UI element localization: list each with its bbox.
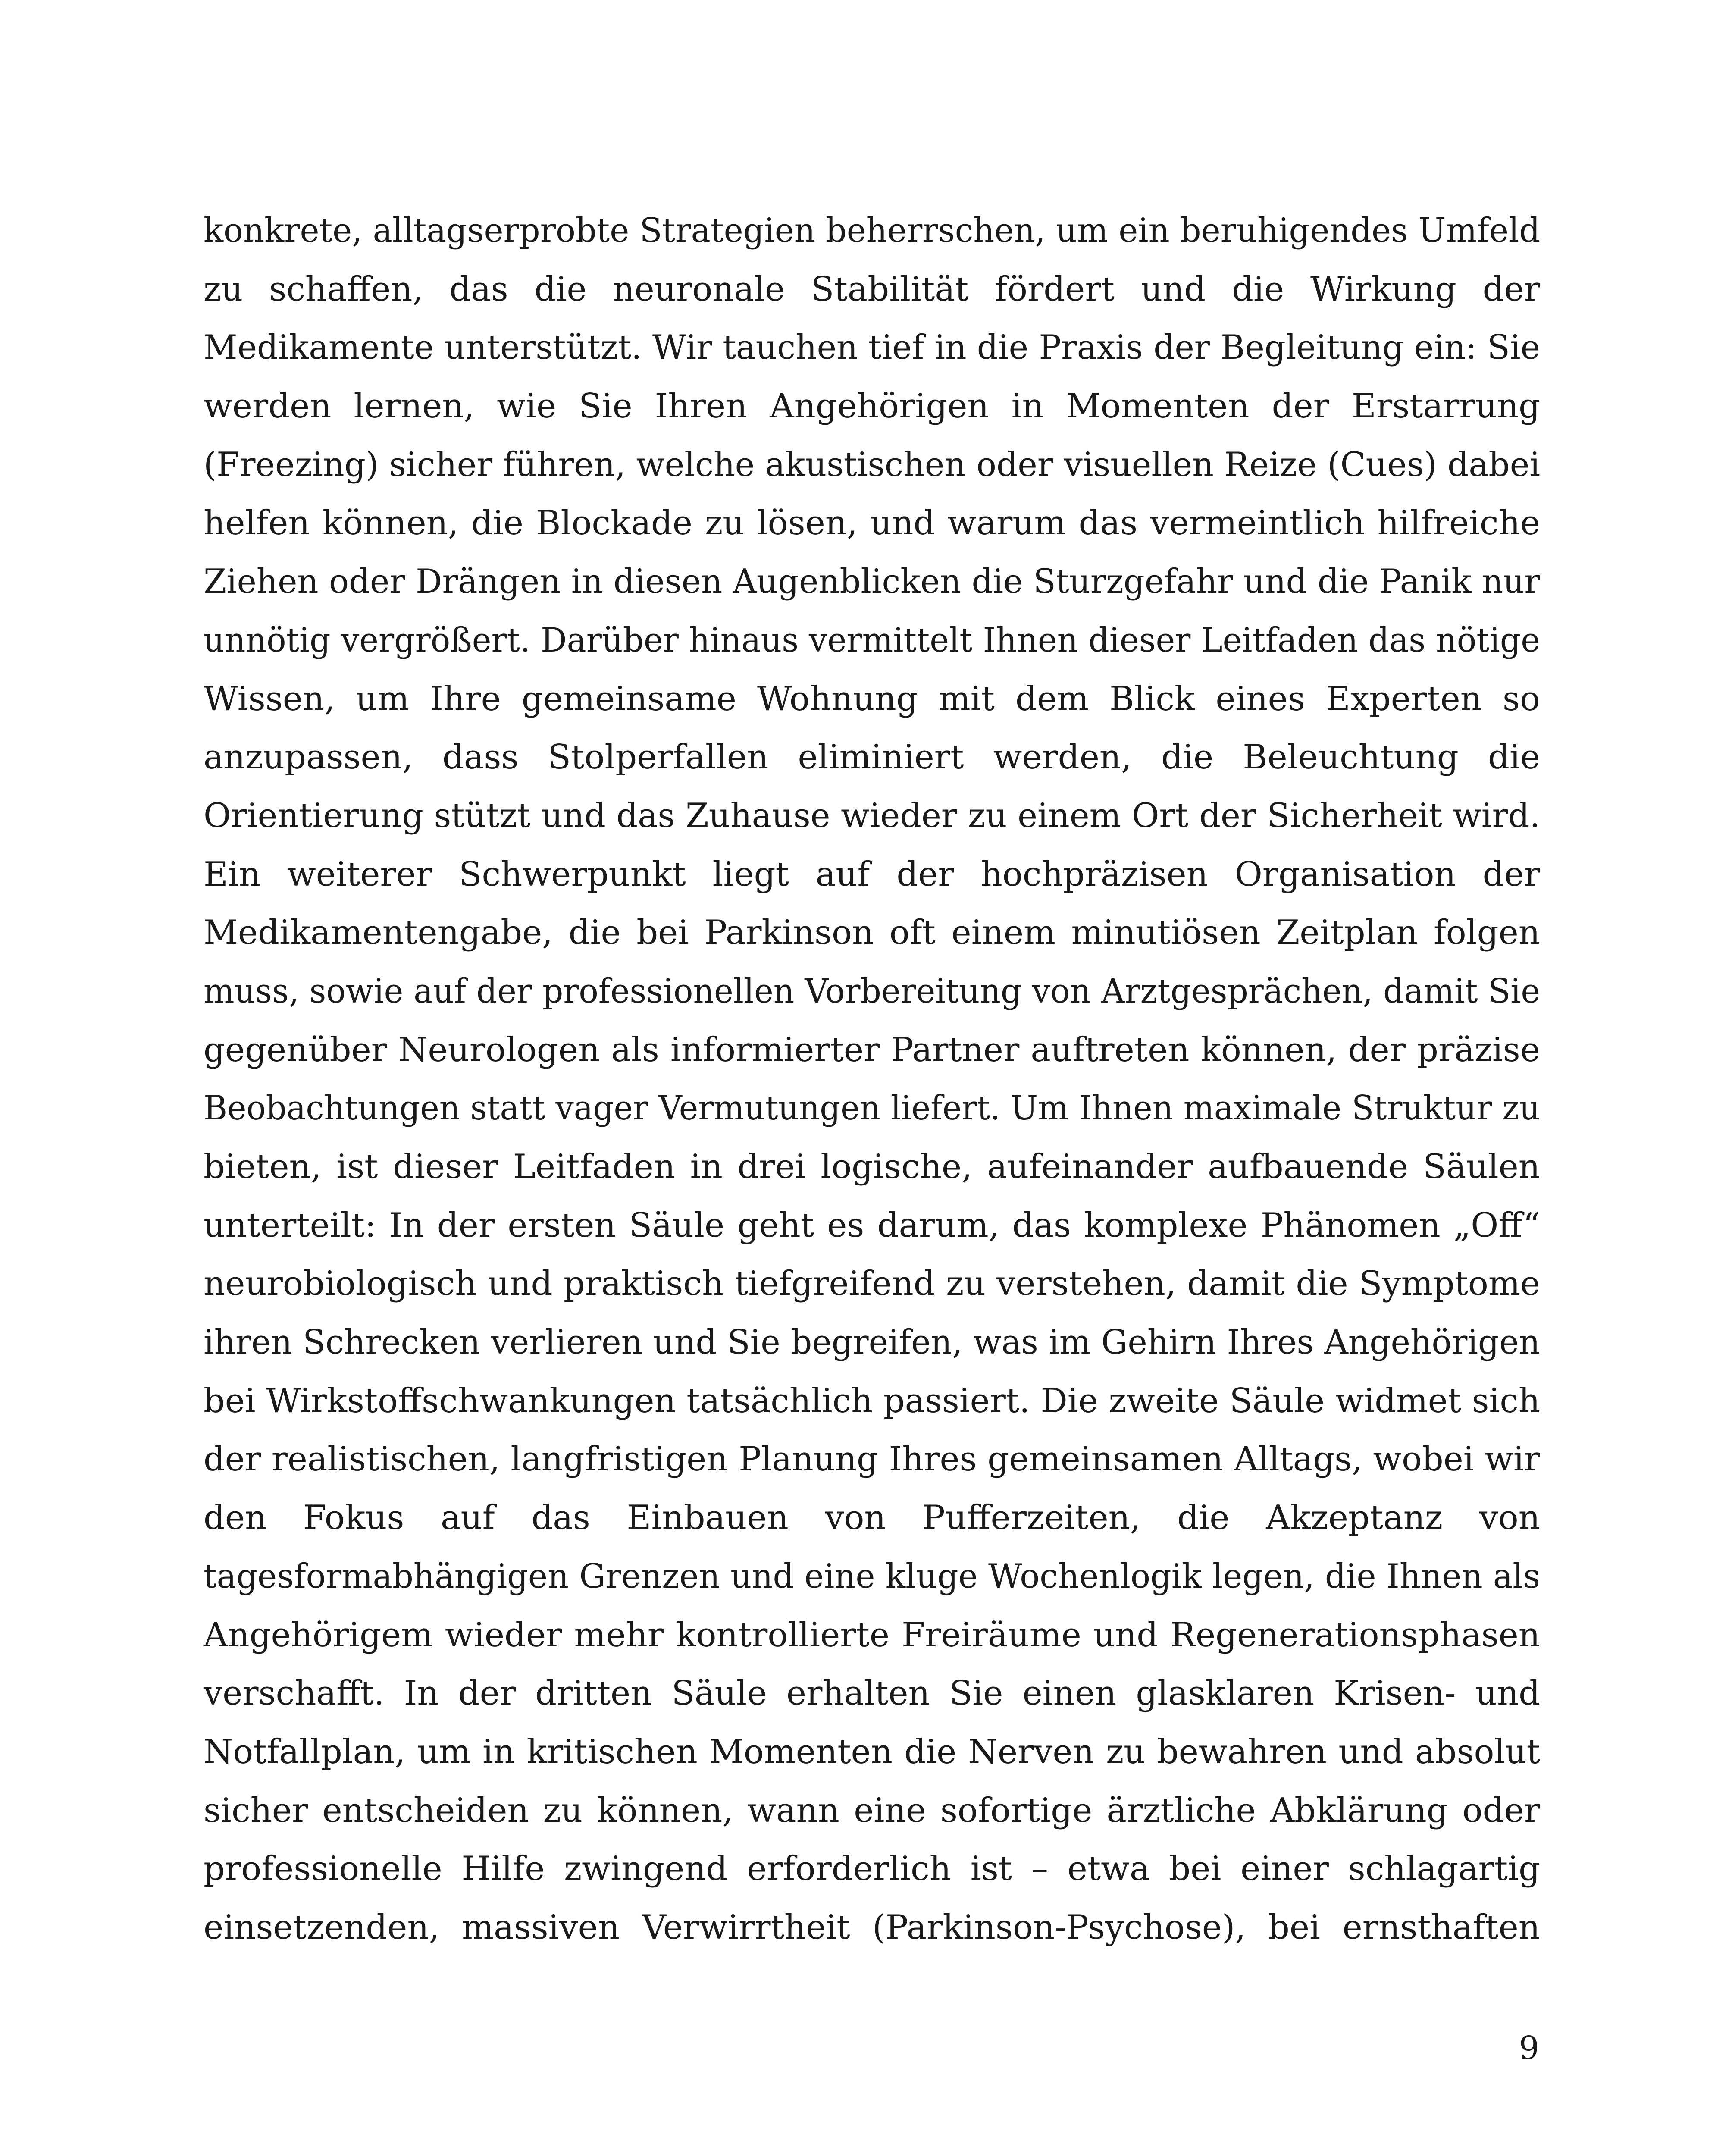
text-line: Medikamente unterstützt. Wir tauchen tief in die Praxis der Begleitung ein: Sie — [204, 328, 1540, 367]
text-line: bei Wirkstoffschwankungen tatsächlich passiert. Die zweite Säule widmet sich — [204, 1381, 1540, 1420]
text-line: professionelle Hilfe zwingend erforderlich ist – etwa bei einer schlagartig — [204, 1849, 1540, 1889]
text-line: verschafft. In der dritten Säule erhalten Sie einen glasklaren Krisen- und — [204, 1674, 1540, 1713]
text-line: tagesformabhängigen Grenzen und eine kluge Wochenlogik legen, die Ihnen als — [204, 1557, 1540, 1596]
text-line: gegenüber Neurologen als informierter Partner auftreten können, der präzise — [204, 1030, 1540, 1069]
text-line: konkrete, alltagserprobte Strategien beherrschen, um ein beruhigendes Umfeld — [204, 211, 1540, 250]
text-line: zu schaffen, das die neuronale Stabilität fördert und die Wirkung der — [204, 270, 1540, 309]
text-line: der realistischen, langfristigen Planung Ihres gemeinsamen Alltags, wobei wir — [204, 1440, 1540, 1479]
text-line: werden lernen, wie Sie Ihren Angehörigen in Momenten der Erstarrung — [204, 387, 1540, 426]
text-line: Medikamentengabe, die bei Parkinson oft einem minutiösen Zeitplan folgen — [204, 913, 1540, 953]
text-line: Orientierung stützt und das Zuhause wieder zu einem Ort der Sicherheit wird. — [204, 796, 1540, 835]
text-line: (Freezing) sicher führen, welche akustischen oder visuellen Reize (Cues) dabei — [204, 445, 1540, 484]
text-line: unterteilt: In der ersten Säule geht es darum, das komplexe Phänomen „Off“ — [204, 1206, 1540, 1245]
text-line: den Fokus auf das Einbauen von Pufferzeiten, die Akzeptanz von — [204, 1498, 1540, 1538]
text-line: Beobachtungen statt vager Vermutungen liefert. Um Ihnen maximale Struktur zu — [204, 1089, 1540, 1128]
text-line: Angehörigem wieder mehr kontrollierte Freiräume und Regenerationsphasen — [204, 1615, 1540, 1655]
text-line: Ziehen oder Drängen in diesen Augenblicken die Sturzgefahr und die Panik nur — [204, 562, 1540, 602]
text-line: Notfallplan, um in kritischen Momenten die Nerven zu bewahren und absolut — [204, 1732, 1540, 1771]
text-line: anzupassen, dass Stolperfallen eliminiert werden, die Beleuchtung die — [204, 738, 1540, 777]
text-line: Wissen, um Ihre gemeinsame Wohnung mit dem Blick eines Experten so — [204, 679, 1540, 718]
text-line: helfen können, die Blockade zu lösen, und warum das vermeintlich hilfreiche — [204, 504, 1540, 543]
text-line: neurobiologisch und praktisch tiefgreifend zu verstehen, damit die Symptome — [204, 1264, 1540, 1304]
text-line: muss, sowie auf der professionellen Vorbereitung von Arztgesprächen, damit Sie — [204, 971, 1540, 1011]
text-line: bieten, ist dieser Leitfaden in drei logische, aufeinander aufbauende Säulen — [204, 1147, 1540, 1186]
text-line: sicher entscheiden zu können, wann eine sofortige ärztliche Abklärung oder — [204, 1791, 1540, 1830]
page-number: 9 — [1519, 2030, 1539, 2067]
text-line: Ein weiterer Schwerpunkt liegt auf der hochpräzisen Organisation der — [204, 855, 1540, 894]
text-line: einsetzenden, massiven Verwirrtheit (Parkinson-Psychose), bei ernsthaften — [204, 1908, 1540, 1947]
text-line: ihren Schrecken verlieren und Sie begreifen, was im Gehirn Ihres Angehörigen — [204, 1323, 1540, 1362]
body-paragraph — [204, 202, 1540, 1957]
text-line: unnötig vergrößert. Darüber hinaus vermittelt Ihnen dieser Leitfaden das nötige — [204, 620, 1540, 660]
